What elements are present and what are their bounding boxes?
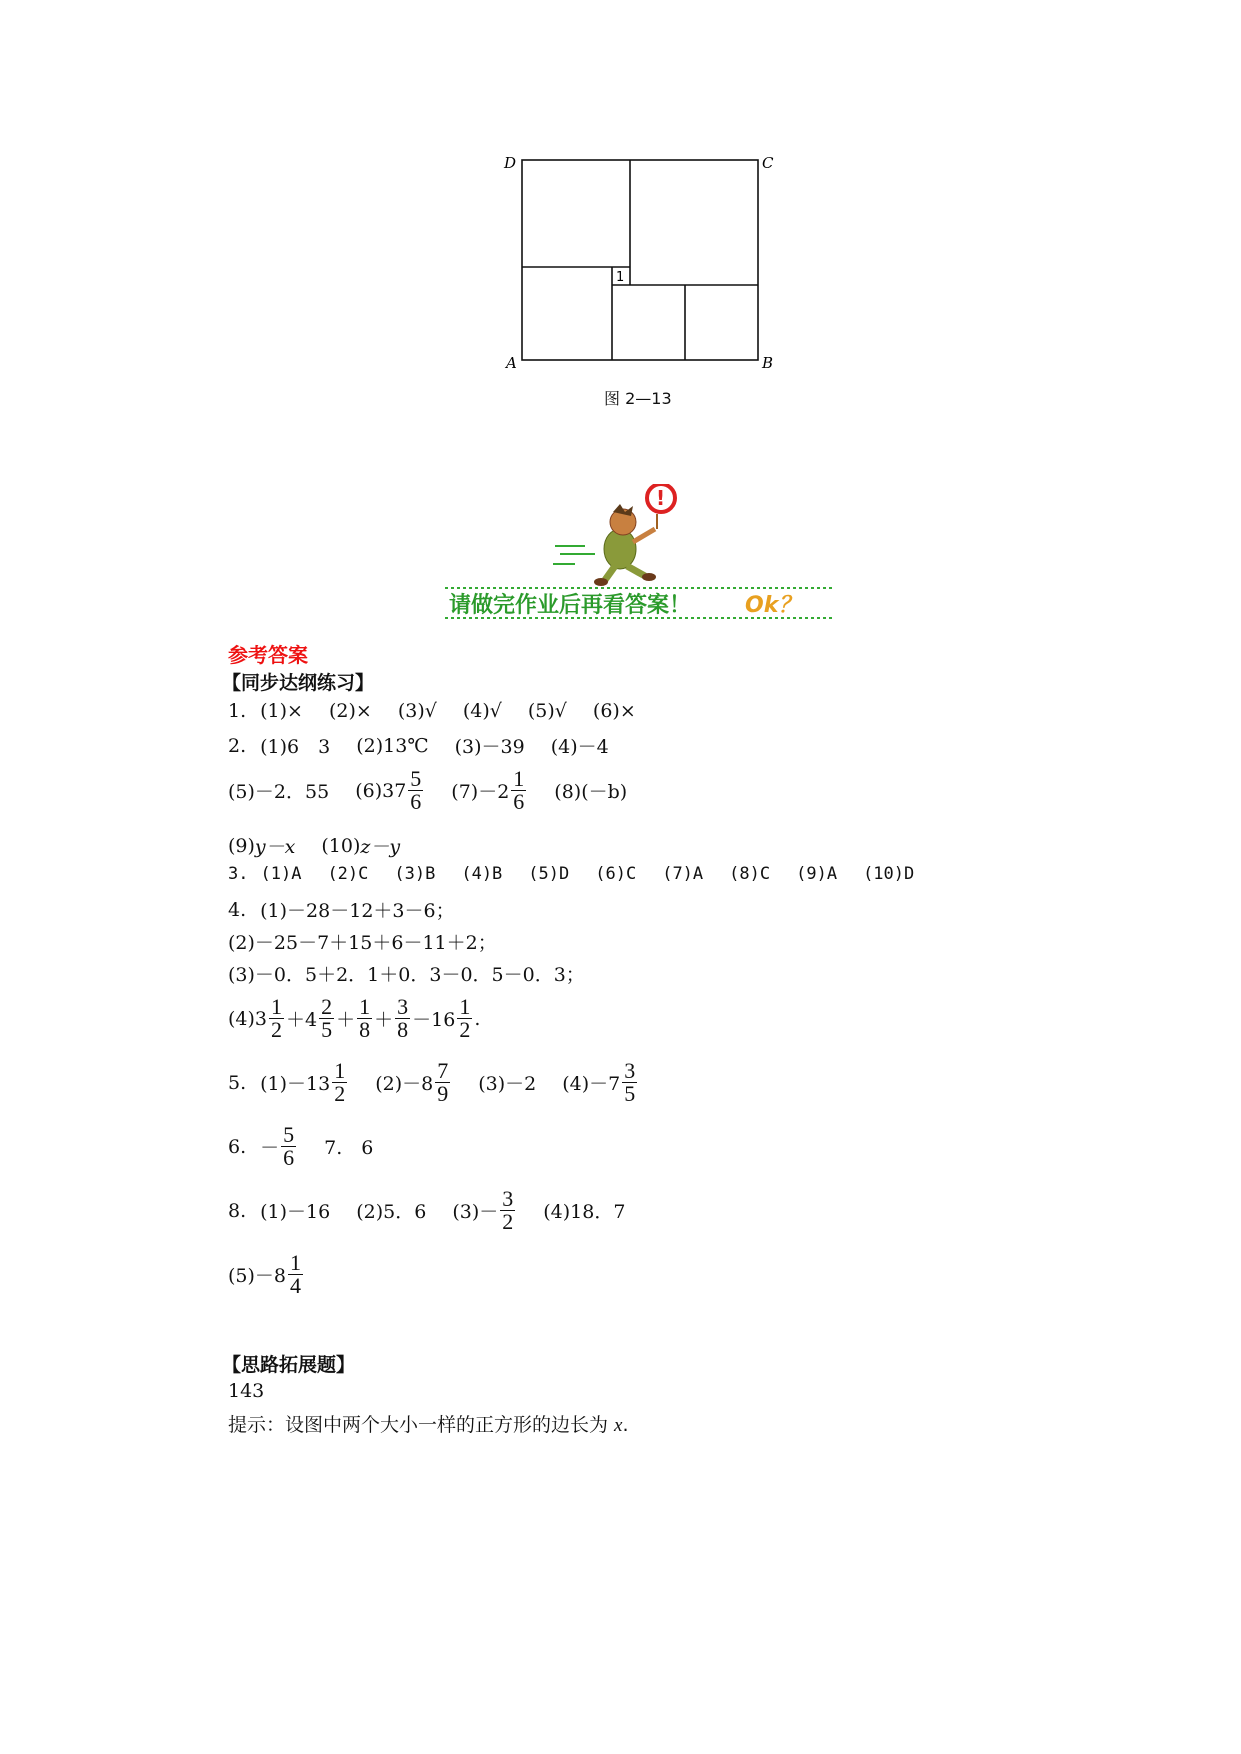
- answer-q2-cont: (5)－2．55 (6)37 $\frac{5}{6}$ (7)－2 $\frac{1}{6}$ (8)(－b): [228, 766, 628, 814]
- fraction: $\frac{5}{6}$: [410, 766, 422, 814]
- corner-label-b: B: [762, 354, 774, 372]
- answer-q2-cont2: (9) y－x (10) z－y: [228, 834, 401, 858]
- fraction: $\frac{1}{6}$: [513, 766, 525, 814]
- answer-q6-q7: 6. － $\frac{5}{6}$ 7. 6: [228, 1122, 374, 1170]
- extension-hint: 提示：设图中两个大小一样的正方形的边长为 x.: [228, 1414, 629, 1436]
- extension-answer: 143: [228, 1380, 265, 1402]
- figure-caption: 图 2—13: [604, 389, 672, 408]
- section-sync-practice: 【同步达纲练习】: [222, 672, 375, 694]
- svg-text:!: !: [656, 486, 666, 510]
- answer-q4-4: (4)3 $\frac{1}{2}$ ＋4 $\frac{2}{5}$ ＋ $\frac{1}{8}$ ＋ $\frac{3}{8}$ －16 $\frac{1}{2}$ .: [228, 994, 481, 1042]
- rectangle-diagram: [500, 150, 800, 380]
- answer-q1: 1. (1)× (2)× (3)√ (4)√ (5)√ (6)×: [228, 700, 636, 722]
- banner-ok: Ok？: [745, 593, 801, 618]
- corner-label-d: D: [504, 154, 517, 172]
- answer-q8-cont: (5)－8 $\frac{1}{4}$: [228, 1250, 302, 1298]
- corner-label-a: A: [506, 354, 517, 372]
- section-extension: 【思路拓展题】: [222, 1354, 356, 1376]
- answer-q8: 8. (1)－16 (2)5．6 (3)－ $\frac{3}{2}$ (4)18．7: [228, 1186, 626, 1234]
- corner-label-c: C: [762, 154, 774, 172]
- banner-text: 请做完作业后再看答案！: [449, 593, 692, 618]
- answer-q4-1: 4. (1)－28－12＋3－6；: [228, 898, 455, 922]
- exclamation-sign-icon: [647, 484, 675, 512]
- answer-q4-3: (3)－0．5＋2．1＋0．3－0．5－0．3；: [228, 964, 585, 986]
- figure-2-13: [500, 150, 800, 384]
- answer-q2: 2. (1)6 3 (2)13℃ (3)－39 (4)－4: [228, 734, 609, 758]
- homework-reminder-banner: [445, 484, 835, 628]
- square-1-label: 1: [616, 270, 625, 285]
- answer-q5: 5. (1)－13 $\frac{1}{2}$ (2)－8 $\frac{7}{9}$ (3)－2 (4)－7 $\frac{3}{5}$: [228, 1058, 636, 1106]
- running-kid-illustration: [445, 484, 835, 624]
- answers-title: 参考答案: [228, 643, 308, 667]
- answer-q4-2: (2)－25－7＋15＋6－11＋2；: [228, 932, 497, 954]
- answer-q3: 3. (1)A (2)C (3)B (4)B (5)D (6)C (7)A (8)C (9)A (10)D: [228, 864, 915, 884]
